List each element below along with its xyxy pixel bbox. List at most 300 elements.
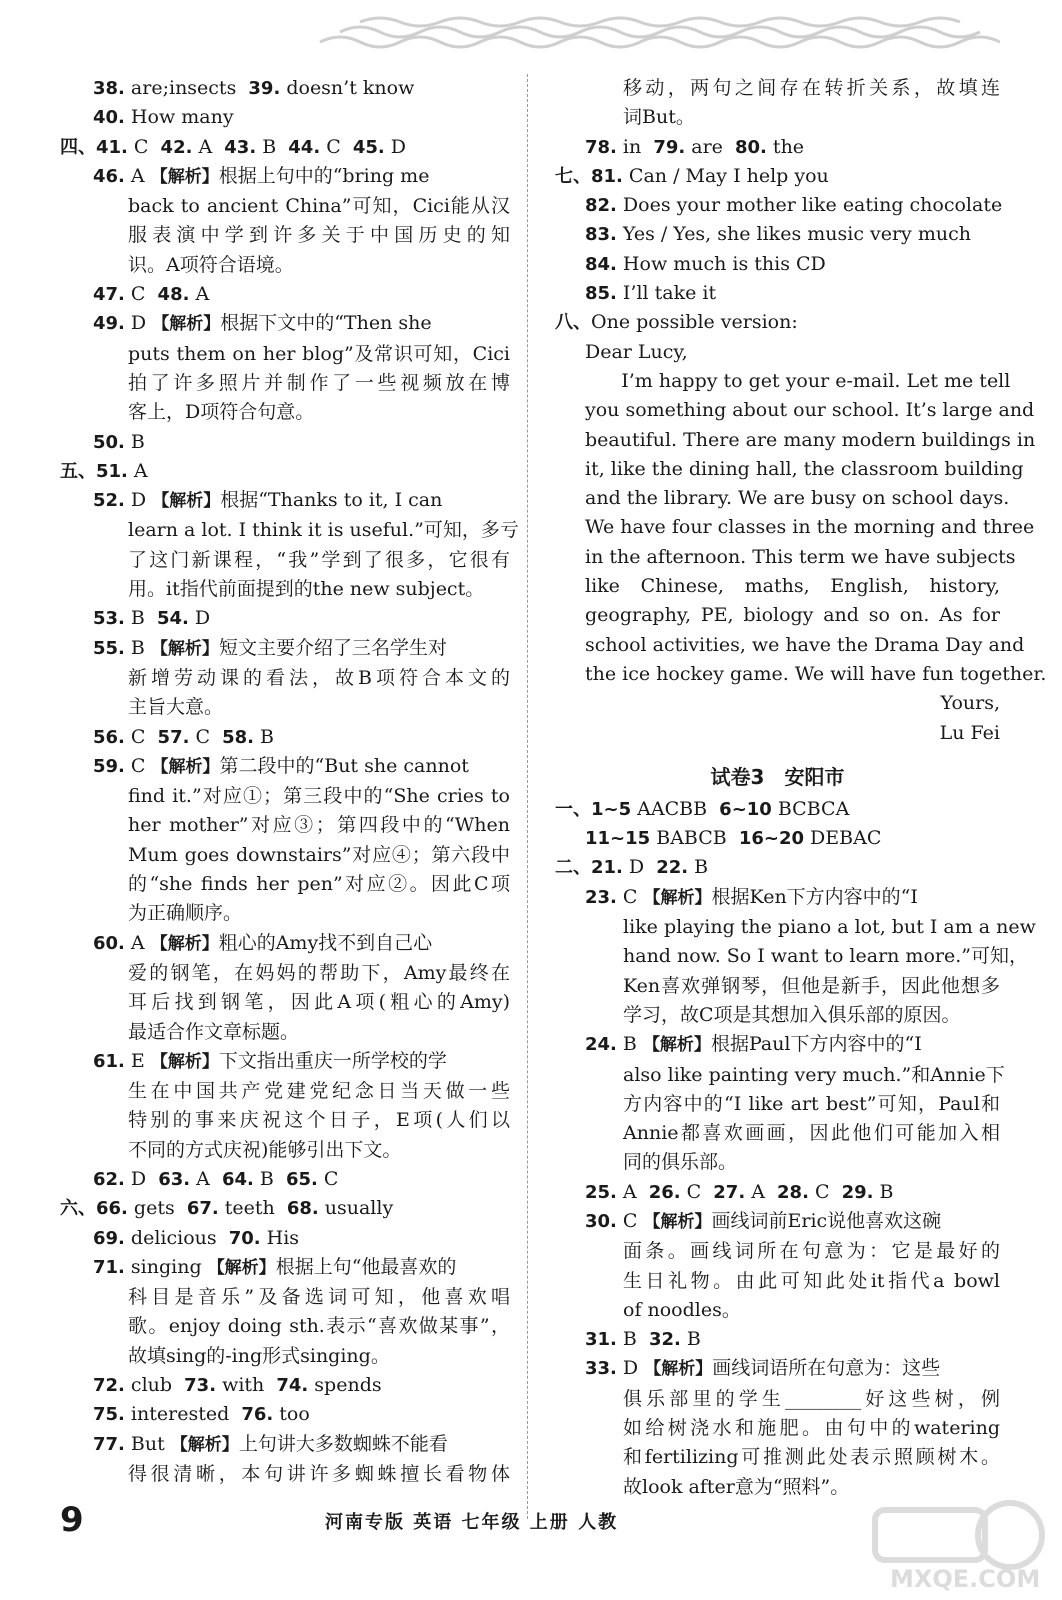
section-number: 六、 <box>60 1198 96 1220</box>
right-top-line <box>555 250 1000 279</box>
answer-text: C <box>317 1167 339 1190</box>
question-number: 22. <box>656 857 689 879</box>
answer-text: A <box>189 283 210 306</box>
left-line <box>60 1430 510 1460</box>
left-line <box>60 1106 510 1135</box>
question-number: 52. <box>93 490 125 512</box>
left-line <box>60 340 510 369</box>
answer-text: of noodles。 <box>623 1298 741 1321</box>
answer-text: 画线词语所在句意为：这些 <box>712 1357 941 1380</box>
left-line <box>60 1400 510 1429</box>
question-number: 39. <box>248 78 281 99</box>
column-divider <box>527 74 528 1519</box>
left-line <box>60 1312 510 1341</box>
answer-text: D <box>622 856 657 879</box>
question-number: 16~20 <box>738 828 804 850</box>
right-bottom-line <box>555 1237 1000 1266</box>
answer-text: A <box>745 1180 778 1203</box>
answer-text: Annie都喜欢画画，因此他们可能加入相 <box>623 1122 1000 1145</box>
answer-text: 方内容中的“I like art best”可知，Paul和 <box>623 1092 1000 1115</box>
answer-text: 耳后找到钢笔，因此A项(粗心的Amy) <box>128 991 510 1014</box>
answer-text: beautiful. There are many modern buildings in <box>585 428 1036 451</box>
answer-text: 如给树浇水和施肥。由句中的watering <box>623 1417 1000 1440</box>
left-line <box>60 723 510 752</box>
answer-text: 故look after意为“照料”。 <box>623 1475 850 1498</box>
answer-text: A <box>190 1167 222 1190</box>
question-number: 40. <box>93 107 125 129</box>
question-number: 66. <box>96 1198 128 1220</box>
answer-text: 服表演中学到许多关于中国历史的知 <box>128 224 510 247</box>
section-number: 二、 <box>555 857 591 879</box>
answer-text: like playing the piano a lot, but I am a new <box>623 916 1036 939</box>
answer-text: find it.”对应①；第三段中的“She cries to <box>128 785 510 808</box>
answer-text: gets <box>127 1197 187 1220</box>
answer-text: 学习，故C项是其想加入俱乐部的原因。 <box>623 1003 961 1026</box>
left-line <box>60 1224 510 1253</box>
answer-text: 故填sing的-ing形式singing。 <box>128 1344 390 1367</box>
question-number: 85. <box>585 283 617 305</box>
answer-text: Can / May I help you <box>622 164 829 187</box>
right-column <box>555 74 1047 1502</box>
left-line <box>60 103 510 132</box>
right-bottom-line <box>555 942 1028 971</box>
answer-text: C <box>124 725 158 748</box>
right-top-line <box>555 279 1000 308</box>
left-line <box>60 133 510 162</box>
question-number: 31. <box>585 1329 617 1351</box>
right-bottom-line <box>555 1296 1000 1325</box>
answer-text: D <box>384 135 406 158</box>
question-number: 59. <box>93 755 125 777</box>
answer-text: Lu Fei <box>939 721 1000 744</box>
answer-text: C <box>124 754 152 777</box>
answer-text: C <box>616 885 644 908</box>
answer-text: C <box>189 725 223 748</box>
right-bottom-line <box>555 824 1000 853</box>
answer-text: B <box>253 1167 286 1190</box>
left-line <box>60 959 510 988</box>
answer-text: 下文指出重庆一所学校的学 <box>218 1049 447 1072</box>
answer-text: I’ll take it <box>616 282 717 305</box>
answer-text: you something about our school. It’s large and <box>585 399 1035 422</box>
answer-text: B <box>253 725 274 748</box>
analysis-tag: 【解析】 <box>150 166 219 187</box>
answer-text: 面条。画线词所在句意为：它是最好的 <box>623 1240 1000 1263</box>
answer-text: 歌。enjoy doing sth.表示“喜欢做某事”， <box>128 1315 510 1338</box>
question-number: 69. <box>93 1227 125 1249</box>
answer-text: We have four classes in the morning and three <box>585 516 1035 539</box>
answer-text: B <box>124 607 157 630</box>
answer-text: Dear Lucy, <box>585 340 688 363</box>
right-top-line <box>555 572 1000 601</box>
answer-text: 俱乐部里的学生________好这些树，例 <box>623 1387 1000 1410</box>
answer-text: C <box>320 135 353 158</box>
answer-text: teeth <box>218 1197 287 1220</box>
right-top-line <box>555 484 1010 513</box>
answer-text: 识。A项符合语境。 <box>128 253 294 276</box>
section-number: 五、 <box>60 460 96 482</box>
answer-text: D <box>124 1167 159 1190</box>
left-line <box>60 516 519 545</box>
answer-text: But <box>124 1432 171 1455</box>
answer-text: C <box>680 1180 714 1203</box>
answer-text: How many <box>124 106 234 129</box>
question-number: 28. <box>777 1181 809 1203</box>
answer-text: her mother”对应③；第四段中的“When <box>128 814 510 837</box>
left-line <box>60 664 510 693</box>
right-bottom-line <box>555 795 1000 824</box>
header-wave-decoration <box>300 14 1000 54</box>
answer-text: BCBCA <box>771 797 850 820</box>
question-number: 26. <box>648 1181 681 1203</box>
question-number: 58. <box>222 726 254 748</box>
right-top-line <box>555 220 1000 249</box>
right-top-line <box>555 631 1025 660</box>
question-number: 56. <box>93 726 125 748</box>
answer-text: 移动，两句之间存在转折关系，故填连 <box>623 77 1000 99</box>
left-line <box>60 693 510 722</box>
answer-text: geography, PE, biology and so on. As for <box>585 604 1000 627</box>
right-bottom-line <box>555 1267 1000 1296</box>
answer-text: puts them on her blog”及常识可知，Cici <box>128 342 510 365</box>
answer-text: 爱的钢笔，在妈妈的帮助下，Amy最终在 <box>128 961 510 984</box>
section-number: 四、 <box>60 136 96 158</box>
answer-text: singing <box>124 1255 208 1278</box>
answer-text: 特别的事来庆祝这个日子，E项(人们以 <box>128 1109 510 1132</box>
left-line <box>60 988 510 1017</box>
question-number: 78. <box>585 136 617 158</box>
question-number: 6~10 <box>719 798 772 820</box>
question-number: 80. <box>735 136 767 158</box>
analysis-tag: 【解析】 <box>643 1211 712 1232</box>
question-number: 68. <box>286 1198 319 1220</box>
question-number: 33. <box>585 1358 617 1380</box>
svg-text:MXQE.COM: MXQE.COM <box>890 1565 1041 1593</box>
answer-text: 根据“Thanks to it, I can <box>220 489 443 512</box>
analysis-tag: 【解析】 <box>642 1035 711 1056</box>
answer-text: Mum goes downstairs”对应④；第六段中 <box>128 843 510 866</box>
answer-text: it, like the dining hall, the classroom building <box>585 457 1024 480</box>
left-line <box>60 1194 510 1223</box>
answer-text: 和fertilizing可推测此处表示照顾树木。 <box>623 1446 1000 1469</box>
answer-text: A <box>192 135 225 158</box>
left-line <box>60 162 510 192</box>
section-number: 一、 <box>555 798 591 820</box>
left-line <box>60 1136 510 1165</box>
right-top-line <box>555 426 1036 455</box>
answer-text: are <box>685 135 735 158</box>
answer-text: 第二段中的“But she cannot <box>219 754 469 777</box>
right-bottom-line <box>555 1030 1000 1060</box>
question-number: 76. <box>241 1404 274 1426</box>
analysis-tag: 【解析】 <box>207 1257 276 1278</box>
right-bottom-line <box>555 1443 1000 1472</box>
right-top-line <box>555 308 1000 337</box>
question-number: 67. <box>186 1198 219 1220</box>
analysis-tag: 【解析】 <box>152 491 221 512</box>
right-top-line <box>555 162 1000 191</box>
question-number: 53. <box>93 608 125 630</box>
answer-text: C <box>124 283 158 306</box>
question-number: 51. <box>96 460 128 482</box>
right-bottom-line <box>555 1090 1000 1119</box>
right-top-line <box>555 513 1035 542</box>
watermark-logo <box>860 1490 1050 1595</box>
answer-text: B <box>256 135 289 158</box>
question-number: 55. <box>93 637 125 659</box>
answer-text: B <box>124 430 145 453</box>
question-number: 21. <box>591 857 623 879</box>
left-line <box>60 457 510 486</box>
answer-text: Yes / Yes, she likes music very much <box>616 223 971 246</box>
question-number: 43. <box>224 136 257 158</box>
answer-text: club <box>124 1374 185 1397</box>
page-number: 9 <box>60 1500 84 1540</box>
left-line <box>60 1077 510 1106</box>
answer-text: A <box>124 164 151 187</box>
right-bottom-line <box>555 1119 1000 1148</box>
answer-text: A <box>124 931 151 954</box>
left-line <box>60 398 510 427</box>
left-line <box>60 546 510 575</box>
right-top-line <box>555 689 1000 718</box>
question-number: 70. <box>228 1227 261 1249</box>
question-number: 30. <box>585 1210 617 1232</box>
left-line <box>60 428 510 457</box>
question-number: 23. <box>585 886 617 908</box>
answer-text: school activities, we have the Drama Day and <box>585 633 1025 656</box>
right-bottom-line <box>555 1354 1000 1384</box>
answer-text: learn a lot. I think it is useful.”可知，多亏 <box>128 519 519 542</box>
left-line <box>60 486 510 516</box>
analysis-tag: 【解析】 <box>643 887 712 908</box>
right-bottom-line <box>555 1178 1000 1207</box>
answer-text: interested <box>124 1403 242 1426</box>
answer-text: with <box>216 1374 277 1397</box>
answer-text: Ken喜欢弹钢琴，但他是新手，因此他想多 <box>623 974 1000 997</box>
question-number: 47. <box>93 284 125 306</box>
answer-text: 客上，D项符合句意。 <box>128 401 315 424</box>
answer-text: I’m happy to get your e-mail. Let me tell <box>585 369 1011 392</box>
left-line <box>60 752 510 782</box>
left-line <box>60 1371 510 1400</box>
right-bottom-line <box>555 972 1000 1001</box>
question-number: 25. <box>585 1181 617 1203</box>
answer-text: 同的俱乐部。 <box>623 1151 738 1174</box>
right-bottom-line <box>555 1414 1000 1443</box>
answer-text: doesn’t know <box>280 77 415 99</box>
question-number: 44. <box>288 136 321 158</box>
right-bottom-line <box>555 853 1000 882</box>
right-bottom-line <box>555 1148 1000 1177</box>
question-number: 42. <box>160 136 193 158</box>
left-line <box>60 309 510 339</box>
answer-text: D <box>188 607 211 630</box>
answer-text: 新增劳动课的看法，故B项符合本文的 <box>128 666 510 689</box>
right-top-line <box>555 367 1011 396</box>
question-number: 11~15 <box>585 828 651 850</box>
question-number: 82. <box>585 195 617 217</box>
right-top-line <box>555 543 1016 572</box>
left-line <box>60 899 510 928</box>
answer-text: 生日礼物。由此可知此处it指代a bowl <box>623 1269 1000 1292</box>
question-number: 72. <box>93 1375 125 1397</box>
answer-text: 词But。 <box>623 106 695 129</box>
right-top-line <box>555 103 1000 132</box>
answer-text: E <box>124 1049 151 1072</box>
left-line <box>60 870 510 899</box>
right-bottom-line <box>555 913 1036 942</box>
answer-text: 拍了许多照片并制作了一些视频放在博 <box>128 371 510 394</box>
answer-text: C <box>127 135 161 158</box>
answer-text: DEBAC <box>804 827 882 850</box>
answer-text: B <box>873 1180 894 1203</box>
question-number: 50. <box>93 431 125 453</box>
question-number: 65. <box>285 1168 318 1190</box>
answer-text: the ice hockey game. We will have fun together. <box>585 662 1047 685</box>
answer-text: 根据Paul下方内容中的“I <box>710 1033 922 1056</box>
right-top-line <box>555 133 1000 162</box>
right-bottom-line <box>555 1001 1000 1030</box>
section-heading: 试卷3 安阳市 <box>710 764 845 789</box>
question-number: 75. <box>93 1404 125 1426</box>
question-number: 41. <box>96 136 128 158</box>
answer-text: 画线词前Eric说他喜欢这碗 <box>711 1209 942 1232</box>
answer-text: 根据上句“他最喜欢的 <box>275 1255 457 1278</box>
question-number: 1~5 <box>591 798 632 820</box>
left-line <box>60 1342 510 1371</box>
question-number: 24. <box>585 1034 617 1056</box>
answer-text: B <box>680 1328 701 1351</box>
answer-text: the <box>766 135 805 158</box>
answer-text: usually <box>318 1197 394 1220</box>
answer-text: D <box>616 1357 645 1380</box>
answer-text: One possible version: <box>591 311 798 334</box>
right-bottom-line <box>555 1061 1005 1090</box>
right-bottom-line <box>555 1325 1000 1354</box>
answer-text: C <box>616 1209 644 1232</box>
question-number: 57. <box>157 726 190 748</box>
answer-text: How much is this CD <box>616 252 826 275</box>
question-number: 29. <box>841 1181 874 1203</box>
left-line <box>60 811 510 840</box>
question-number: 45. <box>352 136 385 158</box>
answer-text: His <box>260 1226 300 1249</box>
answer-text: 上句讲大多数蜘蛛不能看 <box>238 1432 448 1455</box>
left-line <box>60 74 510 103</box>
answer-text: also like painting very much.”和Annie下 <box>623 1063 1005 1086</box>
section-number: 七、 <box>555 165 591 187</box>
answer-text: 用。it指代前面提到的the new subject。 <box>128 578 485 601</box>
answer-text: 根据下文中的“Then she <box>220 312 432 335</box>
left-line <box>60 251 510 280</box>
question-number: 38. <box>93 78 125 99</box>
analysis-tag: 【解析】 <box>150 1051 219 1072</box>
analysis-tag: 【解析】 <box>151 756 220 777</box>
answer-text: 最适合作文章标题。 <box>128 1020 300 1043</box>
answer-text: in the afternoon. This term we have subjects <box>585 545 1016 568</box>
left-line <box>60 192 510 221</box>
answer-text: B <box>616 1328 649 1351</box>
question-number: 32. <box>648 1329 681 1351</box>
question-number: 48. <box>157 284 190 306</box>
left-line <box>60 1253 510 1283</box>
analysis-tag: 【解析】 <box>150 638 219 659</box>
question-number: 27. <box>713 1181 746 1203</box>
answer-text: back to ancient China”可知，Cici能从汉 <box>128 195 510 218</box>
answer-text: D <box>124 489 153 512</box>
right-top-line <box>555 719 1000 748</box>
left-line <box>60 369 510 398</box>
left-line <box>60 634 510 664</box>
question-number: 46. <box>93 165 125 187</box>
answer-text: A <box>616 1180 649 1203</box>
question-number: 62. <box>93 1168 125 1190</box>
answer-text: B <box>616 1033 643 1056</box>
answer-text: are;insects <box>124 77 249 99</box>
analysis-tag: 【解析】 <box>152 314 221 335</box>
answer-text: 粗心的Amy找不到自己心 <box>218 931 433 954</box>
section-number: 八、 <box>555 312 591 334</box>
right-top-line <box>555 338 1000 367</box>
question-number: 73. <box>184 1375 217 1397</box>
answer-text: Yours, <box>940 692 1000 715</box>
analysis-tag: 【解析】 <box>644 1359 713 1380</box>
answer-text: A <box>127 459 148 482</box>
answer-text: 根据Ken下方内容中的“I <box>711 885 918 908</box>
answer-text: hand now. So I want to learn more.”可知， <box>623 945 1028 968</box>
answer-text: B <box>124 636 151 659</box>
answer-text: in <box>616 135 654 158</box>
right-top-line <box>555 660 1047 689</box>
answer-text: 不同的方式庆祝)能够引出下文。 <box>128 1138 402 1161</box>
right-top-line <box>555 601 1000 630</box>
answer-text: 科目是音乐”及备选词可知，他喜欢唱 <box>128 1286 510 1309</box>
question-number: 81. <box>591 165 623 187</box>
answer-text: like Chinese, maths, English, history, <box>585 575 1000 598</box>
question-number: 79. <box>653 136 686 158</box>
answer-text: AACBB <box>631 797 720 820</box>
left-line <box>60 221 510 250</box>
answer-text: 短文主要介绍了三名学生对 <box>218 636 447 659</box>
left-line <box>60 782 510 811</box>
question-number: 77. <box>93 1433 125 1455</box>
answer-text: C <box>808 1180 842 1203</box>
question-number: 64. <box>221 1168 254 1190</box>
left-line <box>60 604 510 633</box>
question-number: 49. <box>93 313 125 335</box>
answer-text: and the library. We are busy on school days. <box>585 487 1010 510</box>
left-line <box>60 1165 510 1194</box>
answer-text: 得很清晰，本句讲许多蜘蛛擅长看物体 <box>128 1462 510 1485</box>
answer-text: 根据上句中的“bring me <box>218 164 430 187</box>
right-bottom-line <box>555 883 1000 913</box>
answer-text: spends <box>308 1374 382 1397</box>
answer-text: BABCB <box>650 827 739 850</box>
footer-text: 河南专版 英语 七年级 上册 人教 <box>325 1512 619 1533</box>
right-top-line <box>555 455 1024 484</box>
left-line <box>60 1047 510 1077</box>
answer-text: D <box>124 312 153 335</box>
left-line <box>60 1283 510 1312</box>
left-line <box>60 575 510 604</box>
answer-text: 生在中国共产党建党纪念日当天做一些 <box>128 1080 510 1103</box>
left-line <box>60 841 510 870</box>
question-number: 54. <box>156 608 189 630</box>
analysis-tag: 【解析】 <box>170 1434 239 1455</box>
question-number: 60. <box>93 932 125 954</box>
question-number: 74. <box>276 1375 309 1397</box>
